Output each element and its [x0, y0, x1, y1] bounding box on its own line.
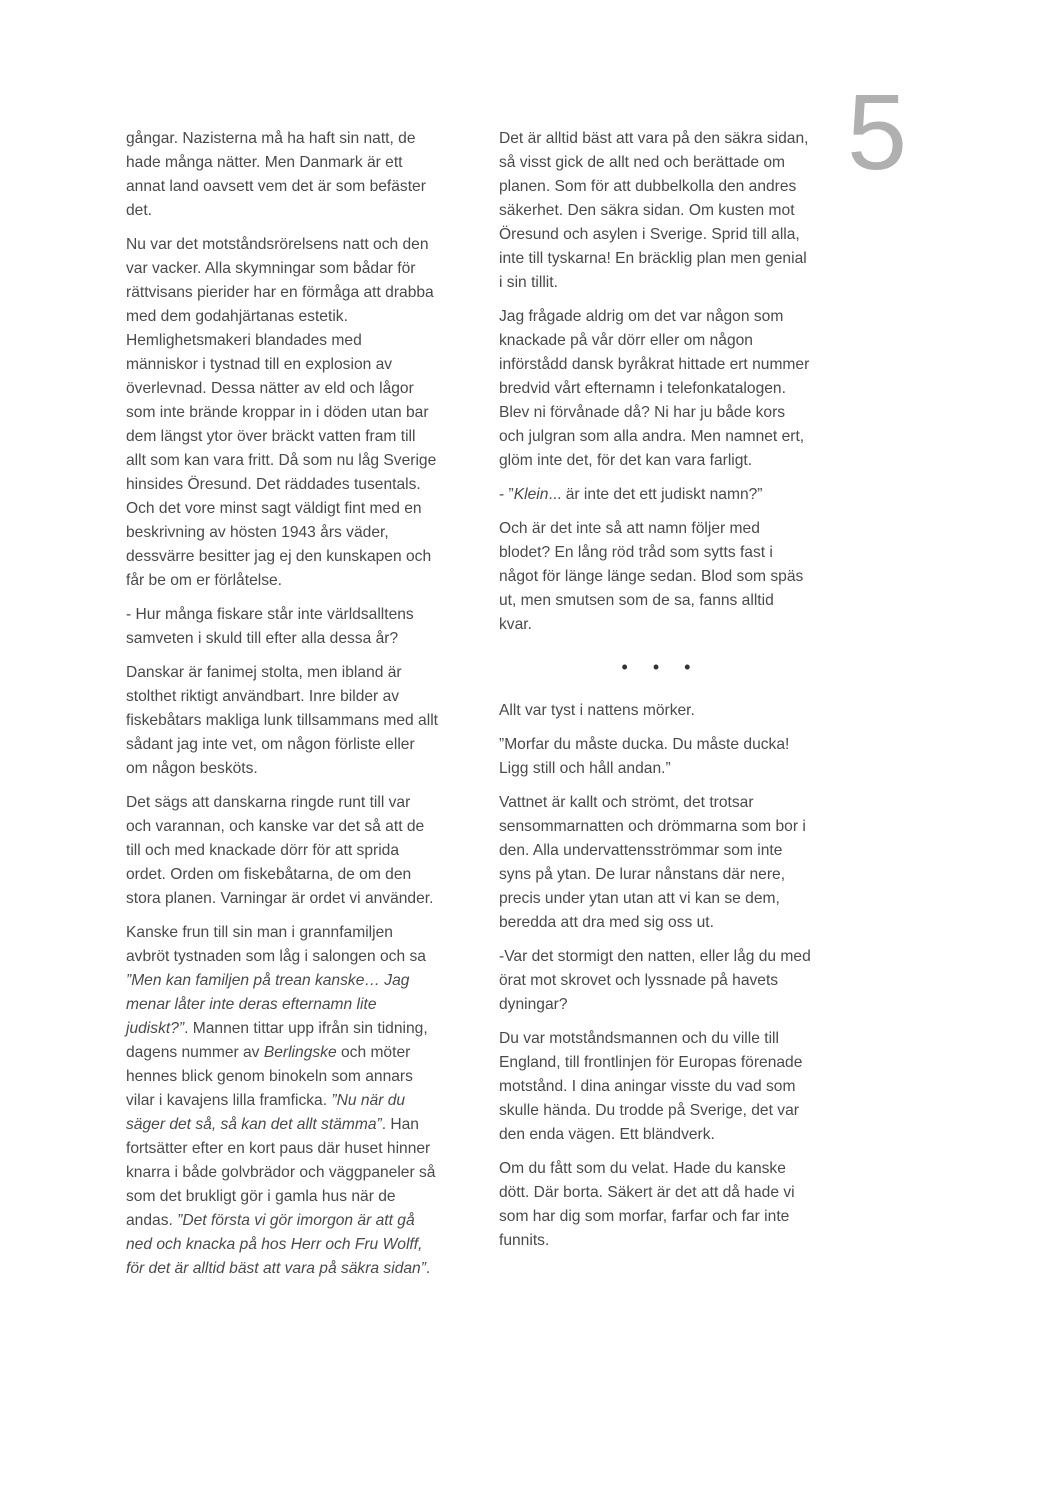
paragraph [126, 921, 438, 1281]
text-run: . Mannen tittar upp ifrån sin tidning, dagens nummer av [126, 1020, 428, 1061]
page-number: 5 [847, 71, 908, 192]
paragraph: ”Morfar du måste ducka. Du måste ducka! Ligg still och håll andan.” [499, 736, 790, 777]
text-run: . [425, 1260, 431, 1277]
right-column [499, 127, 811, 1263]
text-run: Kanske frun till sin man i grannfamiljen avbröt tystnaden som låg i salongen och sa [126, 924, 426, 965]
text-run: ... är inte det ett judiskt namn?” [548, 486, 763, 503]
paragraph [499, 483, 811, 507]
italic-quote: ”Nu när du säger det så, så kan det allt stämma” [126, 1092, 406, 1133]
italic-title: Berlingske [263, 1044, 337, 1061]
paragraph: gångar. Nazisterna må ha haft sin natt, de hade många nätter. Men Danmark är ett annat land oavsett vem det är som befäster det. [126, 130, 426, 219]
paragraph: Det sägs att danskarna ringde runt till var och varannan, och kanske var det så att de till och med knackade dörr för att sprida ordet. Orden om fiskebåtarna, de om den stora planen. Varningar är ordet vi använder. [126, 794, 434, 907]
paragraph: Nu var det motståndsrörelsens natt och den var vacker. Alla skymningar som bådar för rättvisans pierider har en förmåga att drabba med dem godahjärtanas estetik. Hemlighetsmakeri blandades med människor i tystnad till en explosion av överlevnad. Dessa nätter av eld och lågor som inte brände kroppar in i döden utan bar dem längst ytor över bräckt vatten fram till allt som kan vara fritt. Då som nu låg Sverige hinsides Öresund. Det räddades tusentals. Och det vore minst sagt väldigt fint med en beskrivning av hösten 1943 års väder, dessvärre besitter jag ej den kunskapen och får be om er förlåtelse. [126, 236, 437, 589]
section-divider: • • • [621, 657, 701, 677]
paragraph: -Var det stormigt den natten, eller låg du med örat mot skrovet och lyssnade på havets dyningar? [499, 948, 811, 1013]
paragraph: Du var motståndsmannen och du ville till England, till frontlinjen för Europas förenade motstånd. I dina aningar visste du vad som skulle hända. Du trodde på Sverige, det var den enda vägen. Ett bländverk. [499, 1030, 803, 1143]
italic-quote: ”Det första vi gör imorgon är att gå ned och knacka på hos Herr och Fru Wolff, för det är alltid bäst att vara på säkra sidan” [126, 1212, 426, 1277]
paragraph: Om du fått som du velat. Hade du kanske dött. Där borta. Säkert är det att då hade vi som har dig som morfar, farfar och far inte funnits. [499, 1160, 795, 1249]
italic-name: Klein [513, 486, 549, 503]
text-run: . Han fortsätter efter en kort paus där huset hinner knarra i både golvbrädor och väggpaneler så som det brukligt gör i gamla hus när de andas. [126, 1116, 436, 1229]
paragraph: Vattnet är kallt och strömt, det trotsar sensommarnatten och drömmarna som bor i den. Alla undervattensströmmar som inte syns på ytan. De lurar nånstans där nere, precis under ytan utan att vi kan se dem, beredda att dra med sig oss ut. [499, 794, 806, 931]
paragraph: Jag frågade aldrig om det var någon som knackade på vår dörr eller om någon införstådd dansk byråkrat hittade ert nummer bredvid vårt efternamn i telefonkatalogen. Blev ni förvånade då? Ni har ju både kors och julgran som alla andra. Men namnet ert, glöm inte det, för det kan vara farligt. [499, 308, 810, 469]
paragraph: Allt var tyst i nattens mörker. [499, 702, 695, 719]
paragraph: Och är det inte så att namn följer med blodet? En lång röd tråd som sytts fast i något för länge länge sedan. Blod som späs ut, men smutsen som de sa, fanns alltid kvar. [499, 520, 804, 633]
left-column [126, 127, 438, 1291]
paragraph: Danskar är fanimej stolta, men ibland är stolthet riktigt användbart. Inre bilder av fiskebåtars makliga lunk tillsammans med allt sådant jag inte vet, om någon förliste eller om någon besköts. [126, 664, 438, 777]
text-run: och möter hennes blick genom binokeln som annars vilar i kavajens lilla framficka. [126, 1044, 413, 1109]
paragraph: Det är alltid bäst att vara på den säkra sidan, så visst gick de allt ned och berättade om planen. Som för att dubbelkolla den andres säkerhet. Den säkra sidan. Om kusten mot Öresund och asylen i Sverige. Sprid till alla, inte till tyskarna! En bräcklig plan men genial i sin tillit. [499, 130, 809, 291]
text-run: - ” [499, 486, 514, 503]
paragraph: - Hur många fiskare står inte världsalltens samveten i skuld till efter alla dessa år? [126, 606, 414, 647]
italic-quote: ”Men kan familjen på trean kanske… Jag menar låter inte deras efternamn lite judiskt?” [126, 972, 410, 1037]
